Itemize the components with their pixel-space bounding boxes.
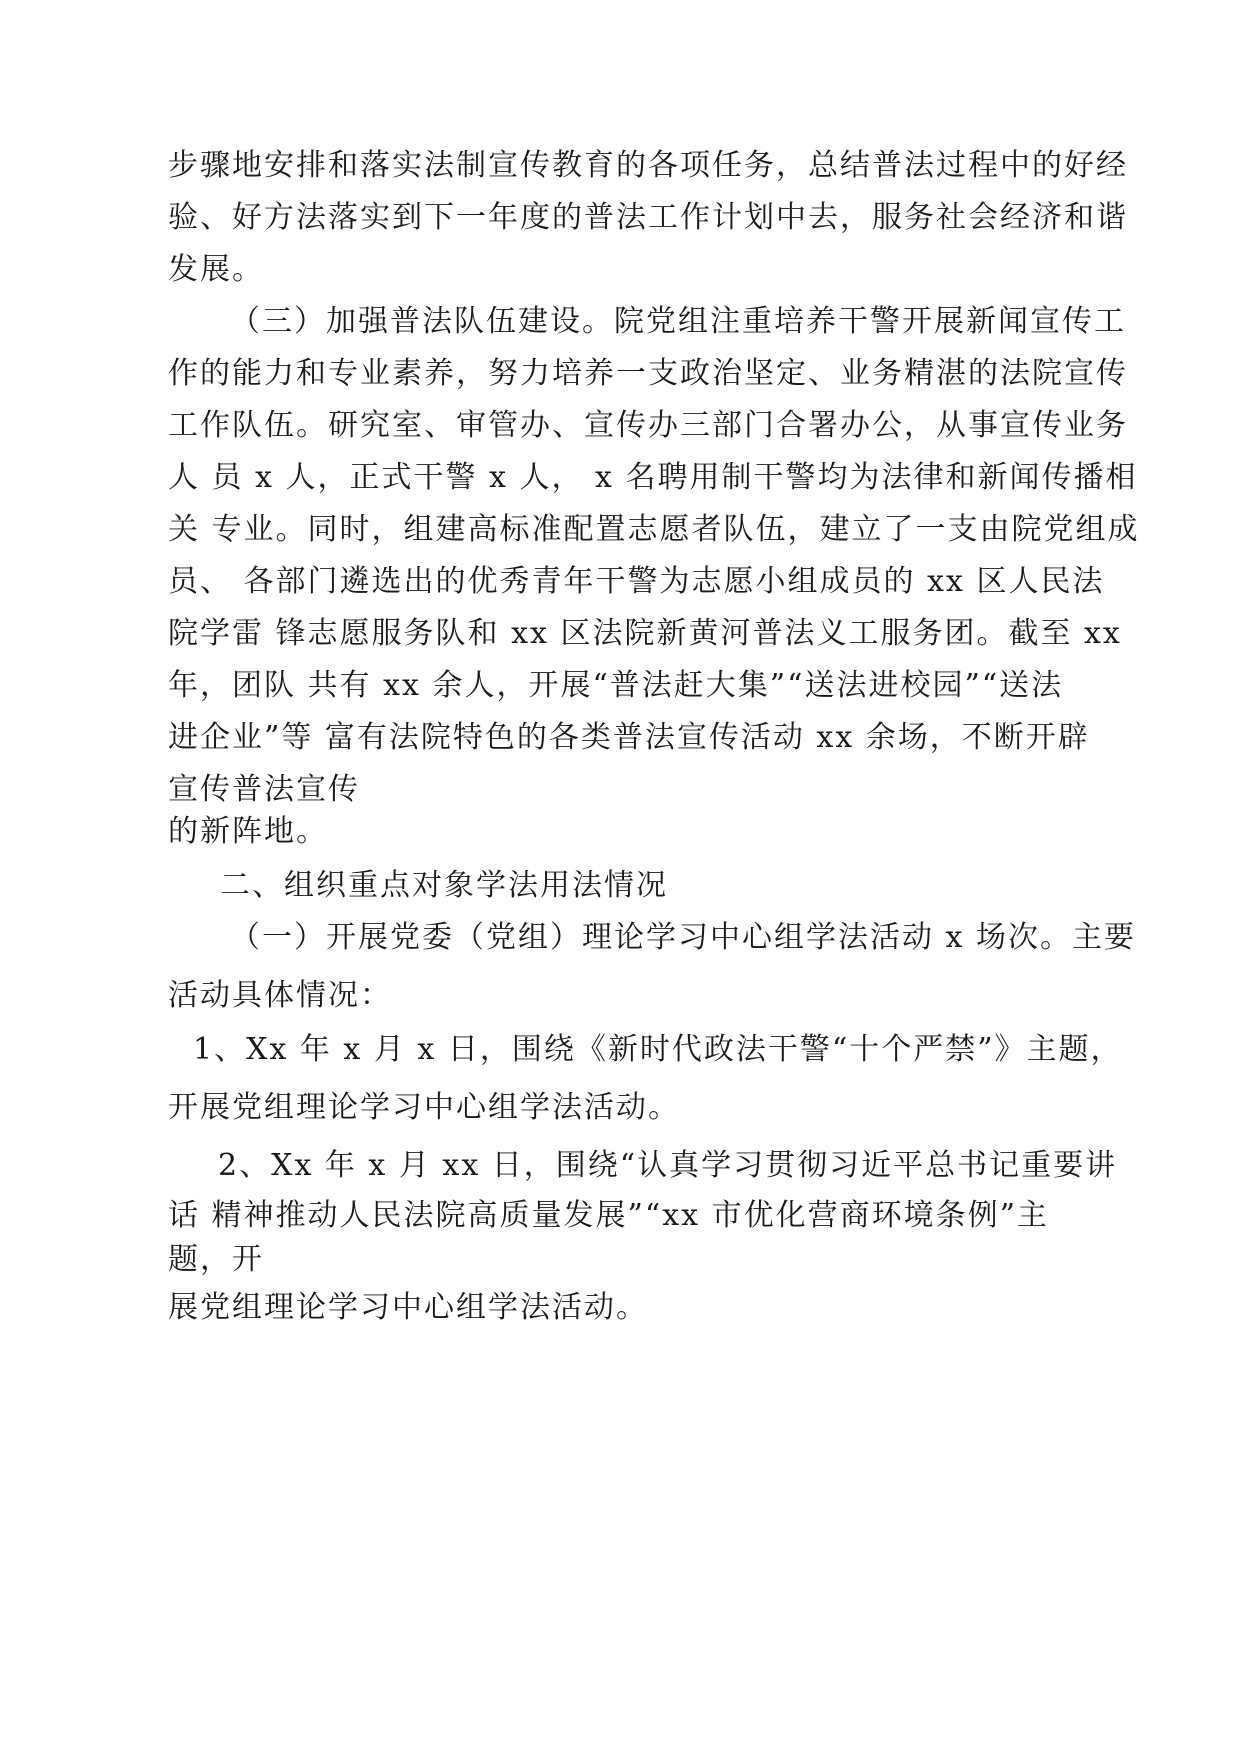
text-line: 宣传普法宣传 [168,772,360,807]
text-line: （三）加强普法队伍建设。院党组注重培养干警开展新闻宣传工 [230,304,1126,339]
text-line: 作的能力和专业素养，努力培养一支政治坚定、业务精湛的法院宣传 [168,356,1128,391]
text-line: 人 员 x 人，正式干警 x 人， x 名聘用制干警均为法律和新闻传播相 [168,460,1138,495]
text-line: 年，团队 共有 xx 余人，开展“普法赶大集”“送法进校园”“送法 [168,668,1064,703]
text-line: 2、Xx 年 x 月 xx 日，围绕“认真学习贯彻习近平总书记重要讲 [218,1148,1118,1183]
text-line: 展党组理论学习中心组学法活动。 [168,1290,648,1325]
text-line: 1、Xx 年 x 月 x 日，围绕《新时代政法干警“十个严禁”》主题， [193,1032,1123,1067]
text-line: 开展党组理论学习中心组学法活动。 [168,1090,680,1125]
text-line: 步骤地安排和落实法制宣传教育的各项任务，总结普法过程中的好经 [168,148,1128,183]
text-line: 话 精神推动人民法院高质量发展”“xx 市优化营商环境条例”主 [168,1198,1049,1233]
text-line: 进企业”等 富有法院特色的各类普法宣传活动 xx 余场，不断开辟 [168,720,1090,755]
text-line: 工作队伍。研究室、审管办、宣传办三部门合署办公，从事宣传业务 [168,408,1128,443]
text-line: 院学雷 锋志愿服务队和 xx 区法院新黄河普法义工服务团。截至 xx [168,616,1122,651]
text-line: 的新阵地。 [168,814,328,849]
text-line: 题，开 [168,1242,264,1277]
text-line: 验、好方法落实到下一年度的普法工作计划中去，服务社会经济和谐 [168,200,1128,235]
text-line: （一）开展党委（党组）理论学习中心组学法活动 x 场次。主要 [230,920,1136,955]
text-line: 活动具体情况： [168,978,392,1013]
section-heading: 二、组织重点对象学法用法情况 [220,868,668,903]
text-line: 发展。 [168,252,264,287]
text-line: 员、 各部门遴选出的优秀青年干警为志愿小组成员的 xx 区人民法 [168,564,1105,599]
text-line: 关 专业。同时，组建高标准配置志愿者队伍，建立了一支由院党组成 [168,512,1140,547]
